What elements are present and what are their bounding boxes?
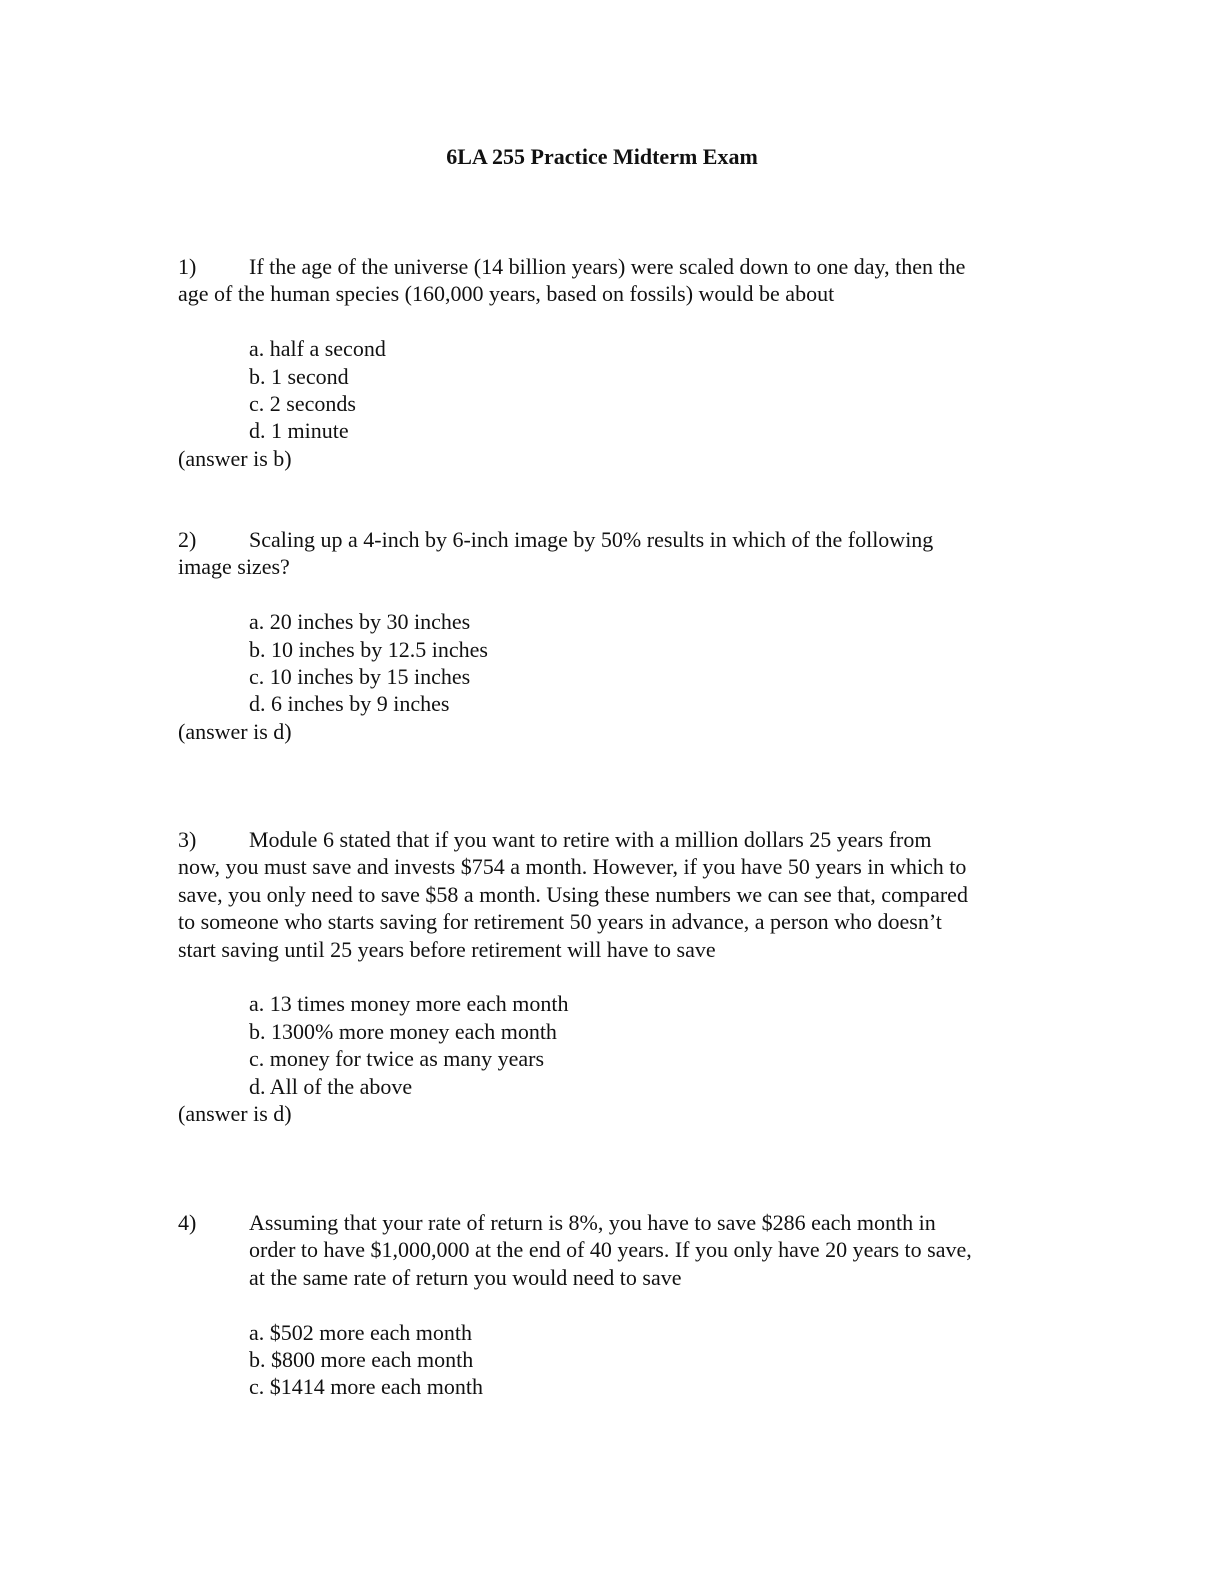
question-text-line: If the age of the universe (14 billion years) were scaled down to one day, then the [249,254,966,279]
question-4 [178,1209,1038,1401]
question-number: 1) [178,254,197,279]
question-number: 4) [178,1210,197,1235]
question-text-line: now, you must save and invests $754 a month. However, if you have 50 years in which to [178,854,967,880]
question-number: 2) [178,527,197,552]
option-c: c. money for twice as many years [249,1046,545,1072]
answer-key: (answer is d) [178,1101,292,1127]
option-a: a. $502 more each month [249,1319,472,1345]
question-text-line: Assuming that your rate of return is 8%, you have to save $286 each month in [249,1210,936,1235]
option-b: b. 10 inches by 12.5 inches [249,636,488,662]
answer-key: (answer is b) [178,445,292,471]
option-d: d. 1 minute [249,418,349,444]
answer-options [178,335,1038,445]
option-c: c. 10 inches by 15 inches [249,664,471,690]
answer-options [178,990,1038,1100]
question-text-line: age of the human species (160,000 years, based on fossils) would be about [178,281,835,307]
answer-options [178,608,1038,718]
question-1 [178,253,1038,472]
answer-key: (answer is d) [178,718,292,744]
question-text-line: Module 6 stated that if you want to retire with a million dollars 25 years from [249,827,932,852]
page-title: 6LA 255 Practice Midterm Exam [446,144,758,169]
question-text-line: to someone who starts saving for retirement 50 years in advance, a person who doesn’t [178,909,942,935]
option-b: b. $800 more each month [249,1347,474,1373]
question-2 [178,526,1038,745]
question-text-line: start saving until 25 years before retirement will have to save [178,936,716,962]
option-b: b. 1300% more money each month [249,1018,557,1044]
option-a: a. half a second [249,336,386,362]
option-a: a. 13 times money more each month [249,991,569,1017]
option-c: c. 2 seconds [249,391,356,417]
option-a: a. 20 inches by 30 inches [249,609,471,635]
option-b: b. 1 second [249,363,349,389]
option-c: c. $1414 more each month [249,1374,483,1400]
question-text-line: order to have $1,000,000 at the end of 40 years. If you only have 20 years to save, [249,1237,972,1263]
question-text-line: Scaling up a 4-inch by 6-inch image by 50% results in which of the following [249,527,934,552]
question-text-line: at the same rate of return you would need to save [249,1264,682,1290]
question-number: 3) [178,827,197,852]
answer-options [249,1319,1038,1401]
question-text-line: save, you only need to save $58 a month. Using these numbers we can see that, compared [178,881,968,907]
option-d: d. All of the above [249,1073,413,1099]
question-text-line: image sizes? [178,554,290,580]
option-d: d. 6 inches by 9 inches [249,691,450,717]
question-3 [178,826,1038,1127]
